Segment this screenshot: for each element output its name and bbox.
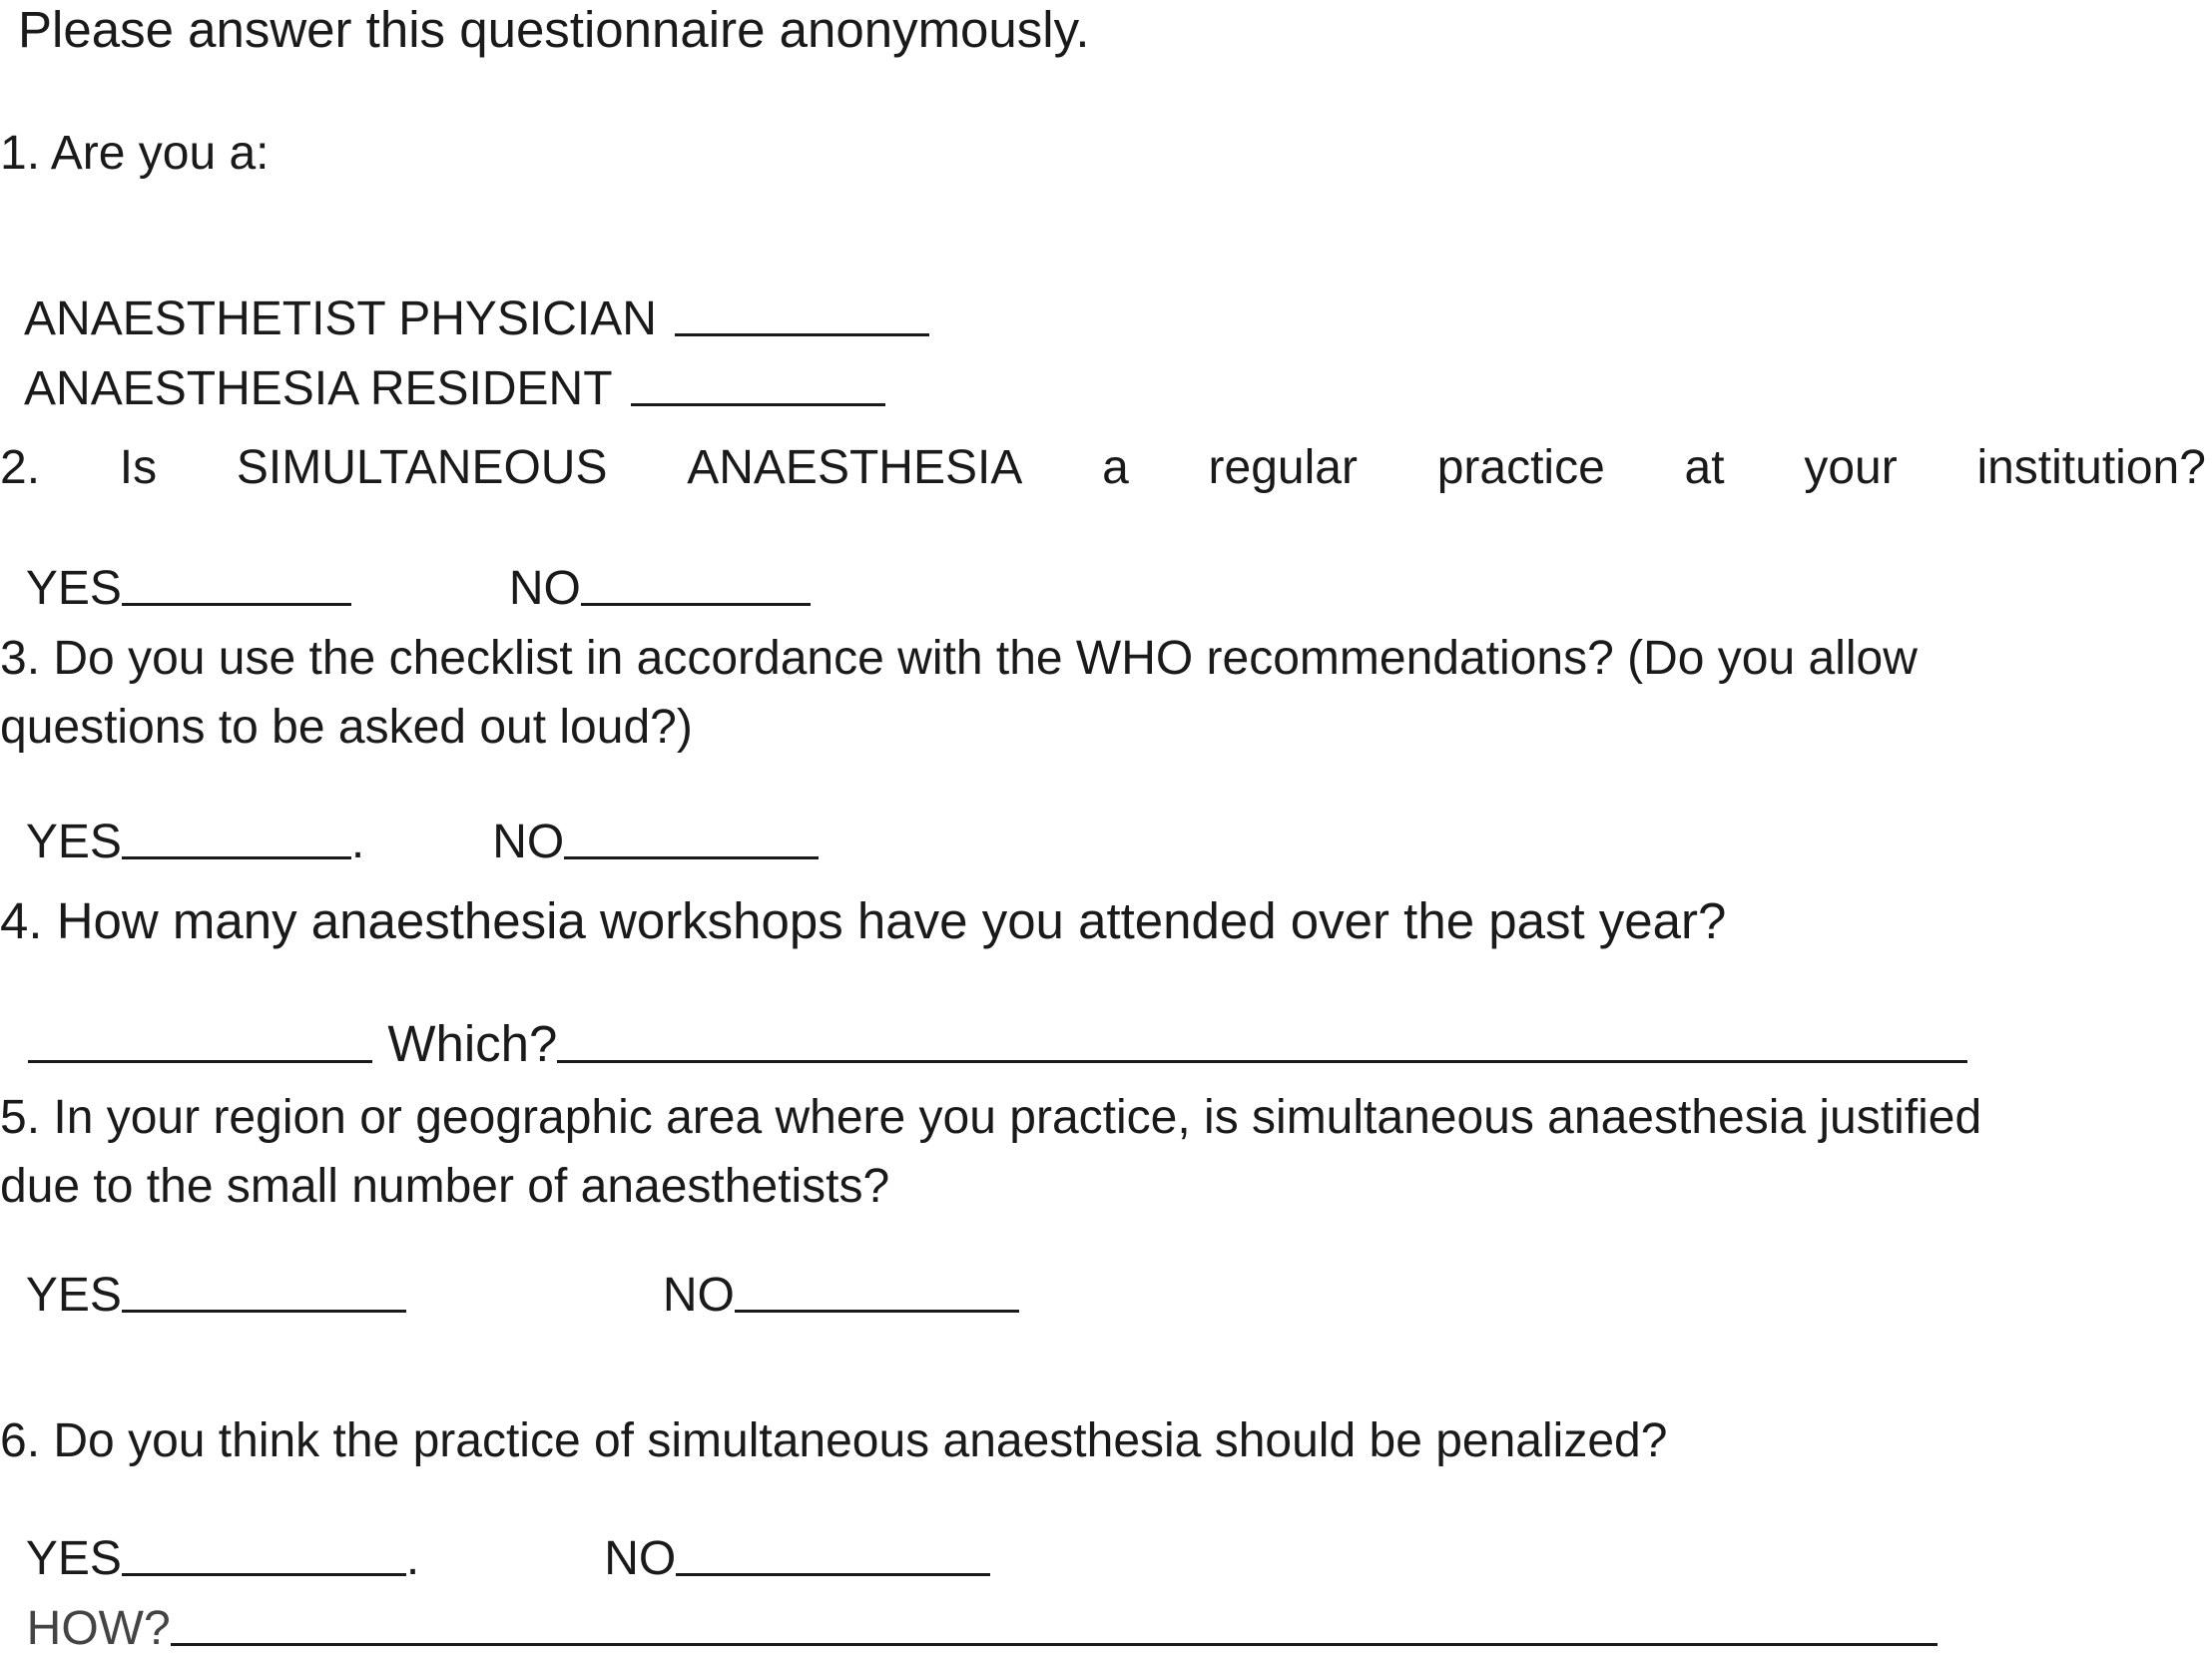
q3-yes-blank[interactable] — [122, 855, 351, 859]
question-1: 1. Are you a: — [0, 127, 270, 180]
question-3-line2: questions to be asked out loud?) — [0, 701, 693, 754]
q5-yes-label: YES — [25, 1269, 122, 1322]
q2-word: practice — [1436, 441, 1605, 494]
q4-which-label: Which? — [387, 1015, 558, 1072]
q3-no-blank[interactable] — [564, 855, 819, 859]
q1-option-resident-label: ANAESTHESIA RESIDENT — [24, 362, 613, 415]
q5-no-label: NO — [662, 1269, 735, 1322]
q2-word: SIMULTANEOUS — [236, 441, 608, 494]
q5-no-blank[interactable] — [735, 1309, 1019, 1313]
q2-word: your — [1804, 441, 1898, 494]
q3-yes-period: . — [350, 816, 365, 868]
q2-word: a — [1102, 441, 1129, 494]
q3-no-label: NO — [492, 816, 565, 868]
q2-yes-blank[interactable] — [122, 602, 351, 606]
q4-count-blank[interactable] — [28, 1059, 372, 1063]
q3-answers — [0, 771, 819, 866]
q1-option-resident — [0, 317, 885, 413]
q4-which-blank[interactable] — [557, 1059, 1967, 1063]
q2-no-blank[interactable] — [581, 602, 811, 606]
question-5-line1: 5. In your region or geographic area where you practice, is simultaneous anaesthesia justified — [0, 1091, 1982, 1144]
q2-word: regular — [1208, 441, 1358, 494]
q3-yes-label: YES — [25, 816, 122, 868]
q6-how-label: HOW? — [26, 1602, 171, 1655]
q2-word: at — [1684, 441, 1725, 494]
question-5-line2: due to the small number of anaesthetists? — [0, 1160, 890, 1213]
question-3-line1: 3. Do you use the checklist in accordance with the WHO recommendations? (Do you allow — [0, 632, 1918, 685]
question-2 — [0, 441, 2206, 494]
q6-yes-label: YES — [25, 1532, 122, 1585]
q2-answers — [0, 517, 811, 613]
q6-no-label: NO — [604, 1532, 677, 1585]
question-4: 4. How many anaesthesia workshops have you attended over the past year? — [0, 892, 1727, 949]
q4-answers — [0, 967, 1967, 1072]
q5-yes-blank[interactable] — [122, 1309, 406, 1313]
q2-word: institution? — [1976, 441, 2206, 494]
q2-yes-label: YES — [25, 562, 122, 615]
q2-word: 2. — [0, 441, 41, 494]
question-6: 6. Do you think the practice of simultaneous anaesthesia should be penalized? — [0, 1414, 1668, 1467]
q1-resident-blank[interactable] — [631, 402, 885, 406]
q5-answers — [0, 1224, 1019, 1320]
q2-word: ANAESTHESIA — [687, 441, 1023, 494]
q6-how-blank[interactable] — [171, 1642, 1937, 1646]
questionnaire-intro: Please answer this questionnaire anonymously. — [18, 1, 1090, 58]
q2-word: Is — [119, 441, 158, 494]
q6-how — [0, 1557, 1937, 1653]
q6-yes-period: . — [405, 1532, 420, 1585]
q1-option-physician-label: ANAESTHETIST PHYSICIAN — [24, 292, 657, 345]
q2-no-label: NO — [508, 562, 581, 615]
